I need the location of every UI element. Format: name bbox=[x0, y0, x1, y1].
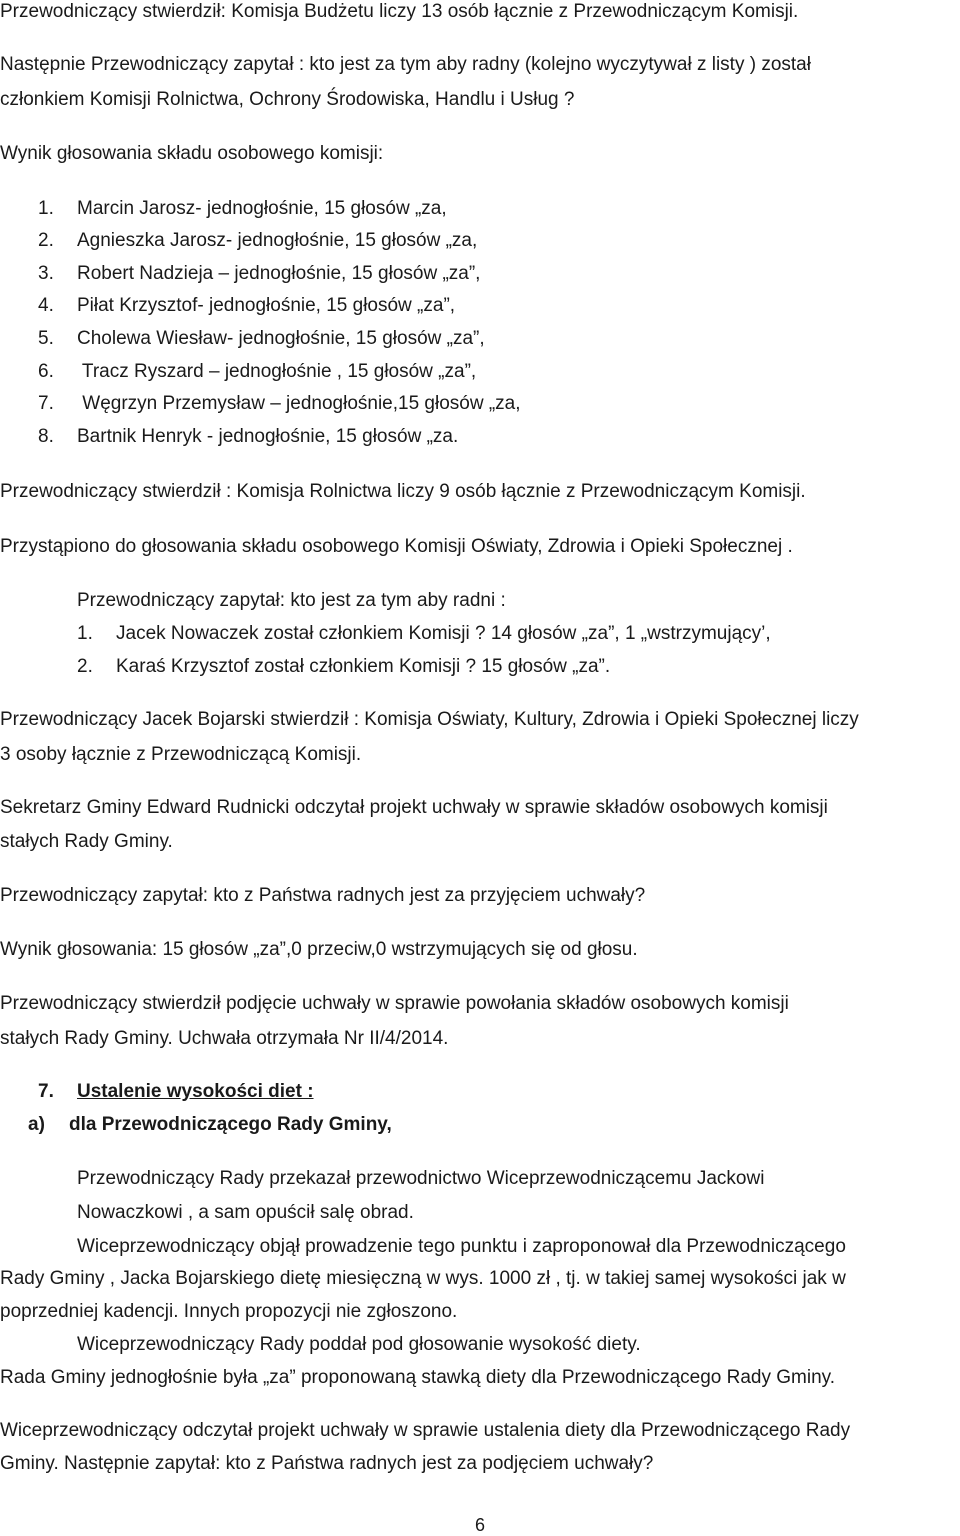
list-item bbox=[38, 425, 458, 449]
list-item-text: Węgrzyn Przemysław – jednogłośnie,15 głosów „za, bbox=[77, 393, 521, 414]
paragraph-adoption-result: Wynik głosowania: 15 głosów „za”,0 przeciw,0 wstrzymujących się od głosu. bbox=[0, 939, 638, 960]
list-item-text: Cholewa Wiesław- jednogłośnie, 15 głosów „za”, bbox=[77, 328, 485, 349]
subsection-heading bbox=[28, 1113, 392, 1137]
paragraph-education-result-line2: 3 osoby łącznie z Przewodniczącą Komisji. bbox=[0, 744, 362, 765]
list-item-number: 6. bbox=[38, 361, 54, 382]
paragraph-education-result-line1: Przewodniczący Jacek Bojarski stwierdził : Komisja Oświaty, Kultury, Zdrowia i Opieki Społecznej liczy bbox=[0, 709, 859, 730]
paragraph-vice-vote: Wiceprzewodniczący Rady poddał pod głosowanie wysokość diety. bbox=[77, 1334, 641, 1355]
paragraph-education-question: Przewodniczący zapytał: kto jest za tym aby radni : bbox=[77, 590, 506, 611]
list-item bbox=[38, 229, 477, 253]
list-item bbox=[77, 622, 771, 646]
list-item-number: 1. bbox=[77, 623, 93, 644]
list-item bbox=[77, 655, 610, 679]
list-item-text: Robert Nadzieja – jednogłośnie, 15 głosów „za”, bbox=[77, 263, 481, 284]
list-item-text: Piłat Krzysztof- jednogłośnie, 15 głosów „za”, bbox=[77, 295, 456, 316]
paragraph-agriculture-question-line2: członkiem Komisji Rolnictwa, Ochrony Środowiska, Handlu i Usług ? bbox=[0, 89, 575, 110]
paragraph-budget-committee: Przewodniczący stwierdził: Komisja Budżetu liczy 13 osób łącznie z Przewodniczącym Komisji. bbox=[0, 1, 799, 22]
subsection-title: dla Przewodniczącego Rady Gminy, bbox=[69, 1114, 392, 1135]
page-number: 6 bbox=[475, 1515, 486, 1535]
section-title: Ustalenie wysokości diet : bbox=[77, 1081, 314, 1102]
paragraph-chair-handover-line2: Nowaczkowi , a sam opuścił salę obrad. bbox=[77, 1202, 414, 1223]
list-item-number: 3. bbox=[38, 263, 54, 284]
list-item-text: Karaś Krzysztof został członkiem Komisji ? 15 głosów „za”. bbox=[116, 656, 611, 677]
paragraph-secretary-line1: Sekretarz Gminy Edward Rudnicki odczytał projekt uchwały w sprawie składów osobowych komisji bbox=[0, 797, 828, 818]
list-item-number: 1. bbox=[38, 198, 54, 219]
paragraph-vice-proposal-line2: Rady Gminy , Jacka Bojarskiego dietę miesięczną w wys. 1000 zł , tj. w takiej samej wysokości jak w bbox=[0, 1268, 846, 1289]
list-item bbox=[38, 262, 480, 286]
paragraph-resolution-line2: stałych Rady Gminy. Uchwała otrzymała Nr II/4/2014. bbox=[0, 1028, 449, 1049]
list-item bbox=[38, 392, 521, 416]
paragraph-adoption-question: Przewodniczący zapytał: kto z Państwa radnych jest za przyjęciem uchwały? bbox=[0, 885, 646, 906]
paragraph-secretary-line2: stałych Rady Gminy. bbox=[0, 831, 173, 852]
paragraph-resolution-line1: Przewodniczący stwierdził podjęcie uchwały w sprawie powołania składów osobowych komisji bbox=[0, 993, 789, 1014]
list-item-text: Jacek Nowaczek został członkiem Komisji ? 14 głosów „za”, 1 „wstrzymujący’, bbox=[116, 623, 771, 644]
paragraph-vice-resolution-line1: Wiceprzewodniczący odczytał projekt uchwały w sprawie ustalenia diety dla Przewodniczącego Rady bbox=[0, 1420, 851, 1441]
paragraph-agriculture-question-line1: Następnie Przewodniczący zapytał : kto jest za tym aby radny (kolejno wyczytywał z listy ) został bbox=[0, 54, 811, 75]
list-item-number: 2. bbox=[38, 230, 54, 251]
paragraph-vice-proposal-line1: Wiceprzewodniczący objął prowadzenie tego punktu i zaproponował dla Przewodniczącego bbox=[77, 1236, 846, 1257]
list-item-number: 7. bbox=[38, 393, 54, 414]
list-item-number: 5. bbox=[38, 328, 54, 349]
subsection-label: a) bbox=[28, 1114, 45, 1135]
paragraph-education-vote-start: Przystąpiono do głosowania składu osobowego Komisji Oświaty, Zdrowia i Opieki Społecznej . bbox=[0, 536, 793, 557]
paragraph-vote-result-heading: Wynik głosowania składu osobowego komisji: bbox=[0, 143, 384, 164]
paragraph-vice-resolution-line2: Gminy. Następnie zapytał: kto z Państwa radnych jest za podjęciem uchwały? bbox=[0, 1453, 654, 1474]
paragraph-agriculture-result: Przewodniczący stwierdził : Komisja Rolnictwa liczy 9 osób łącznie z Przewodniczącym Komisji. bbox=[0, 481, 806, 502]
list-item-text: Agnieszka Jarosz- jednogłośnie, 15 głosów „za, bbox=[77, 230, 478, 251]
list-item bbox=[38, 294, 455, 318]
paragraph-chair-handover-line1: Przewodniczący Rady przekazał przewodnictwo Wiceprzewodniczącemu Jackowi bbox=[77, 1168, 765, 1189]
section-number: 7. bbox=[38, 1081, 54, 1102]
list-item-text: Marcin Jarosz- jednogłośnie, 15 głosów „za, bbox=[77, 198, 447, 219]
list-item bbox=[38, 197, 447, 221]
section-heading bbox=[38, 1080, 314, 1104]
list-item-text: Bartnik Henryk - jednogłośnie, 15 głosów „za. bbox=[77, 426, 459, 447]
list-item-text: Tracz Ryszard – jednogłośnie , 15 głosów „za”, bbox=[77, 361, 477, 382]
list-item bbox=[38, 360, 476, 384]
paragraph-council-vote: Rada Gminy jednogłośnie była „za” proponowaną stawką diety dla Przewodniczącego Rady Gminy. bbox=[0, 1367, 836, 1388]
list-item-number: 8. bbox=[38, 426, 54, 447]
list-item bbox=[38, 327, 485, 351]
list-item-number: 2. bbox=[77, 656, 93, 677]
list-item-number: 4. bbox=[38, 295, 54, 316]
paragraph-vice-proposal-line3: poprzedniej kadencji. Innych propozycji nie zgłoszono. bbox=[0, 1301, 458, 1322]
